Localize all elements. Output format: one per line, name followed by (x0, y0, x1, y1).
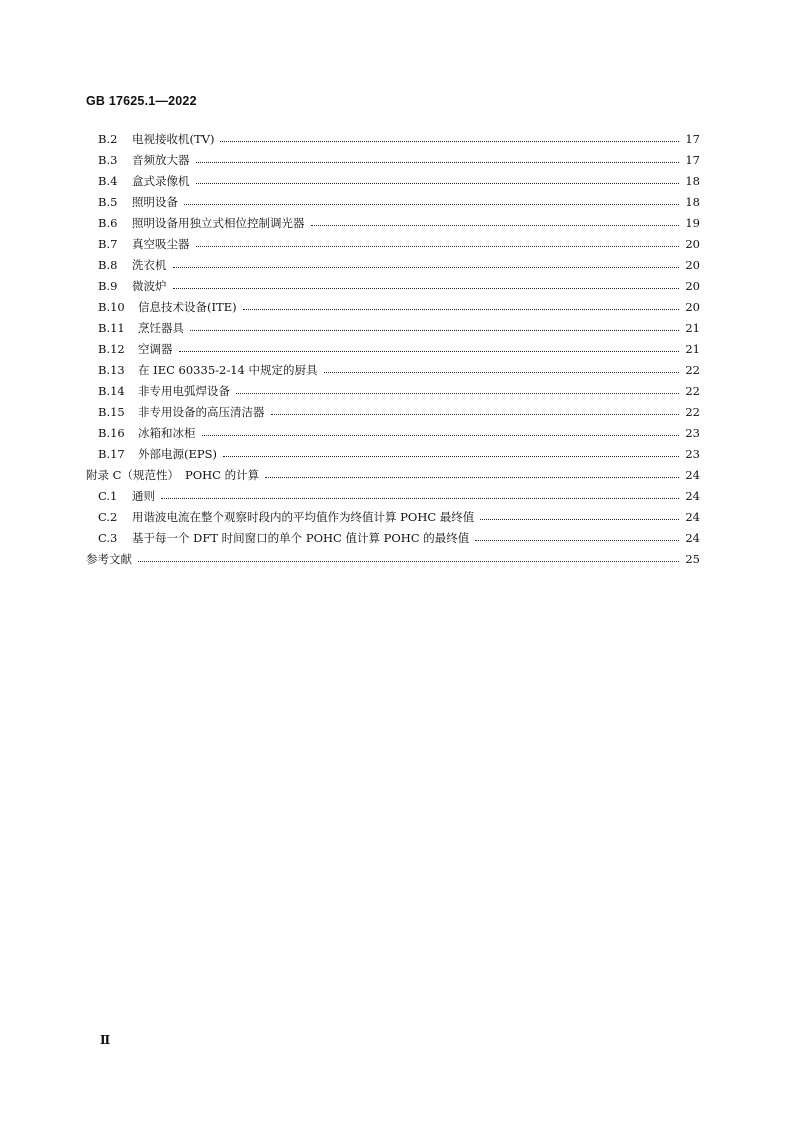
toc-entry[interactable] (86, 170, 700, 191)
toc-entry-page: 24 (685, 488, 700, 503)
toc-dot-leader (196, 246, 680, 247)
toc-entry-page: 20 (685, 236, 700, 251)
toc-entry-page: 18 (685, 173, 700, 188)
toc-entry-page: 21 (685, 320, 700, 335)
toc-entry[interactable] (86, 296, 700, 317)
toc-entry-page: 23 (685, 425, 700, 440)
toc-entry-page: 20 (685, 299, 700, 314)
toc-entry-number: B.4 (98, 173, 118, 188)
toc-entry[interactable] (86, 128, 700, 149)
toc-entry[interactable] (86, 506, 700, 527)
toc-entry-number: B.7 (98, 236, 118, 251)
toc-dot-leader (173, 267, 680, 268)
toc-entry-page: 22 (685, 404, 700, 419)
toc-entry-number: C.2 (98, 509, 118, 524)
toc-entry-page: 20 (685, 278, 700, 293)
toc-entry-page: 24 (685, 467, 700, 482)
toc-dot-leader (265, 477, 679, 478)
toc-entry-number: B.8 (98, 257, 118, 272)
toc-entry-page: 23 (685, 446, 700, 461)
toc-entry-page: 20 (685, 257, 700, 272)
toc-entry-number: C.1 (98, 488, 118, 503)
toc-entry-title: 电视接收机(TV) (132, 131, 215, 146)
toc-entry-title: 照明设备用独立式相位控制调光器 (132, 215, 305, 230)
toc-entry-number: B.11 (98, 320, 125, 335)
toc-entry-title: 烹饪器具 (138, 320, 184, 335)
toc-entry-page: 24 (685, 509, 700, 524)
toc-entry-title: 在 IEC 60335-2-14 中规定的厨具 (138, 362, 318, 377)
toc-entry-number: B.6 (98, 215, 118, 230)
toc-entry[interactable] (86, 464, 700, 485)
toc-entry-title: 音频放大器 (132, 152, 190, 167)
toc-dot-leader (236, 393, 679, 394)
toc-entry-title: 用谐波电流在整个观察时段内的平均值作为终值计算 POHC 最终值 (132, 509, 475, 524)
page-number: Ⅱ (100, 1033, 111, 1047)
toc-dot-leader (271, 414, 680, 415)
toc-entry-page: 22 (685, 362, 700, 377)
toc-entry-title: 冰箱和冰柜 (138, 425, 196, 440)
toc-entry[interactable] (86, 380, 700, 401)
toc-entry-number: C.3 (98, 530, 118, 545)
toc-entry-number: B.2 (98, 131, 118, 146)
toc-entry-number: B.5 (98, 194, 118, 209)
toc-entry-title: 微波炉 (132, 278, 167, 293)
toc-dot-leader (190, 330, 679, 331)
toc-entry-number: B.16 (98, 425, 125, 440)
toc-entry-number: B.17 (98, 446, 125, 461)
toc-entry-page: 21 (685, 341, 700, 356)
toc-dot-leader (138, 561, 679, 562)
toc-entry[interactable] (86, 233, 700, 254)
toc-entry-page: 18 (685, 194, 700, 209)
toc-entry-page: 17 (685, 131, 700, 146)
toc-entry[interactable] (86, 359, 700, 380)
toc-entry-title: 基于每一个 DFT 时间窗口的单个 POHC 值计算 POHC 的最终值 (132, 530, 470, 545)
toc-entry[interactable] (86, 485, 700, 506)
toc-entry[interactable] (86, 401, 700, 422)
toc-entry[interactable] (86, 443, 700, 464)
toc-entry[interactable] (86, 149, 700, 170)
toc-entry[interactable] (86, 191, 700, 212)
toc-entry-number: B.13 (98, 362, 125, 377)
toc-entry-number: B.14 (98, 383, 125, 398)
toc-entry-title: 照明设备 (132, 194, 178, 209)
toc-dot-leader (202, 435, 680, 436)
toc-dot-leader (475, 540, 679, 541)
toc-entry-page: 22 (685, 383, 700, 398)
toc-dot-leader (196, 183, 680, 184)
toc-dot-leader (196, 162, 680, 163)
toc-entry-title: 洗衣机 (132, 257, 167, 272)
toc-entry[interactable] (86, 212, 700, 233)
toc-dot-leader (223, 456, 679, 457)
standard-code: GB 17625.1—2022 (86, 94, 197, 108)
toc-entry-title: 通则 (132, 488, 155, 503)
toc-entry-title: 真空吸尘器 (132, 236, 190, 251)
toc-entry[interactable] (86, 527, 700, 548)
toc-entry-title: 非专用设备的高压清洁器 (138, 404, 265, 419)
toc-entry-number: B.10 (98, 299, 125, 314)
toc-entry-page: 17 (685, 152, 700, 167)
toc-entry-title: 信息技术设备(ITE) (138, 299, 237, 314)
toc-entry[interactable] (86, 317, 700, 338)
toc-entry[interactable] (86, 548, 700, 569)
toc-entry-title: POHC 的计算 (184, 467, 260, 482)
toc-entry-number: B.12 (98, 341, 125, 356)
table-of-contents (86, 128, 700, 569)
toc-entry-title: 盒式录像机 (132, 173, 190, 188)
toc-dot-leader (311, 225, 680, 226)
toc-dot-leader (179, 351, 680, 352)
toc-entry[interactable] (86, 254, 700, 275)
toc-entry[interactable] (86, 338, 700, 359)
toc-entry-number: B.15 (98, 404, 125, 419)
toc-entry-number: B.3 (98, 152, 118, 167)
toc-entry[interactable] (86, 422, 700, 443)
toc-entry-number: B.9 (98, 278, 118, 293)
toc-dot-leader (480, 519, 679, 520)
toc-entry-page: 24 (685, 530, 700, 545)
toc-entry-title: 参考文献 (86, 551, 132, 566)
toc-entry-page: 19 (685, 215, 700, 230)
toc-dot-leader (161, 498, 679, 499)
toc-entry-page: 25 (685, 551, 700, 566)
toc-dot-leader (184, 204, 679, 205)
toc-entry-title: 非专用电弧焊设备 (138, 383, 230, 398)
toc-entry-title: 空调器 (138, 341, 173, 356)
toc-entry-number: 附录 C（规范性） (86, 467, 179, 482)
toc-dot-leader (324, 372, 680, 373)
toc-dot-leader (243, 309, 680, 310)
toc-entry-title: 外部电源(EPS) (138, 446, 217, 461)
toc-dot-leader (173, 288, 680, 289)
toc-dot-leader (220, 141, 679, 142)
toc-entry[interactable] (86, 275, 700, 296)
